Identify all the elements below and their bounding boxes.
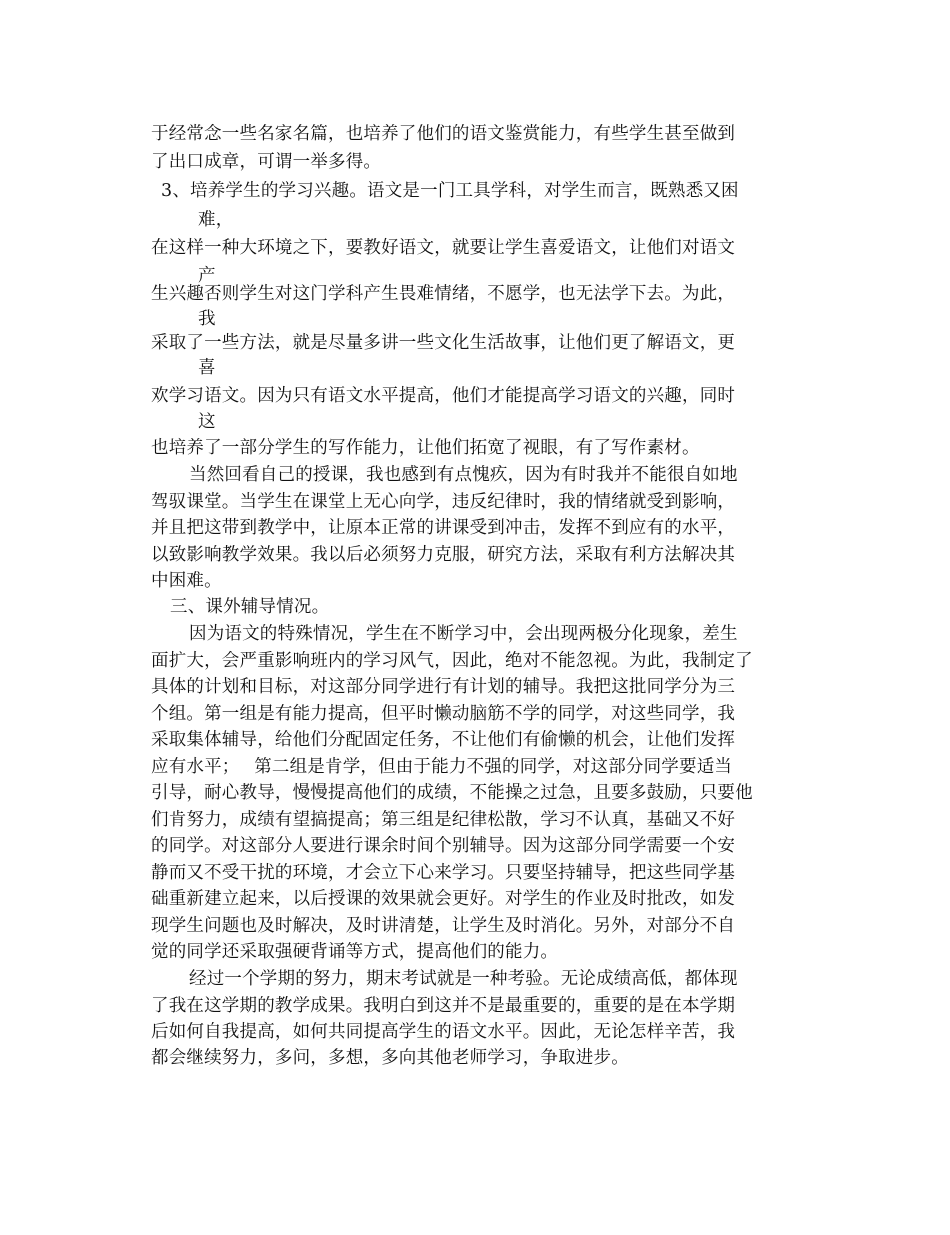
text-line: 采取了一些方法，就是尽量多讲一些文化生活故事，让他们更了解语文，更 <box>151 333 736 353</box>
text-line: 具体的计划和目标，对这部分同学进行有计划的辅导。我把这批同学分为三 <box>151 677 736 697</box>
text-line: 经过一个学期的努力，期末考试就是一种考验。无论成绩高低，都体现 <box>189 969 738 989</box>
text-line: 以致影响教学效果。我以后必须努力克服，研究方法，采取有利方法解决其 <box>151 545 736 565</box>
section-heading: 三、课外辅导情况。 <box>170 597 330 617</box>
text-line: 础重新建立起来，以后授课的效果就会更好。对学生的作业及时批改，如发 <box>151 889 736 909</box>
text-line: 后如何自我提高，如何共同提高学生的语文水平。因此，无论怎样辛苦，我 <box>151 1022 736 1042</box>
text-line: 面扩大，会严重影响班内的学习风气，因此，绝对不能忽视。为此，我制定了 <box>151 651 753 671</box>
text-line: 因为语文的特殊情况，学生在不断学习中，会出现两极分化现象，差生 <box>189 624 738 644</box>
text-line: 于经常念一些名家名篇，也培养了他们的语文鉴赏能力，有些学生甚至做到 <box>151 124 736 144</box>
text-line: 觉的同学还采取强硬背诵等方式，提高他们的能力。 <box>151 942 559 962</box>
text-line: 了出口成章，可谓一举多得。 <box>151 152 382 172</box>
text-line: 也培养了一部分学生的写作能力，让他们拓宽了视眼，有了写作素材。 <box>151 438 700 458</box>
text-line: 采取集体辅导，给他们分配固定任务，不让他们有偷懒的机会，让他们发挥 <box>151 730 736 750</box>
text-line: 们肯努力，成绩有望搞提高；第三组是纪律松散，学习不认真，基础又不好 <box>151 810 736 830</box>
text-line: 静而又不受干扰的环境，才会立下心来学习。只要坚持辅导，把这些同学基 <box>151 863 736 883</box>
text-line: 产 <box>198 266 216 286</box>
text-line: 了我在这学期的教学成果。我明白到这并不是最重要的，重要的是在本学期 <box>151 996 736 1016</box>
text-line: 难， <box>198 210 234 230</box>
text-line: 中困难。 <box>151 571 222 591</box>
text-line: 并且把这带到教学中，让原本正常的讲课受到冲击，发挥不到应有的水平， <box>151 518 736 538</box>
text-line: 欢学习语文。因为只有语文水平提高，他们才能提高学习语文的兴趣，同时 <box>151 386 736 406</box>
text-line: 喜 <box>198 358 216 378</box>
text-line: 在这样一种大环境之下，要教好语文，就要让学生喜爱语文，让他们对语文 <box>151 238 736 258</box>
text-line: 的同学。对这部分人要进行课余时间个别辅导。因为这部分同学需要一个安 <box>151 836 736 856</box>
text-line: 生兴趣否则学生对这门学科产生畏难情绪，不愿学，也无法学下去。为此， <box>151 284 736 304</box>
text-line: 都会继续努力，多问，多想，多向其他老师学习，争取进步。 <box>151 1048 629 1068</box>
text-line: 3、培养学生的学习兴趣。语文是一门工具学科，对学生而言，既熟悉又困 <box>161 181 739 201</box>
text-line: 现学生问题也及时解决，及时讲清楚，让学生及时消化。另外，对部分不自 <box>151 916 736 936</box>
text-line: 引导，耐心教导，慢慢提高他们的成绩，不能操之过急，且要多鼓励，只要他 <box>151 783 753 803</box>
text-line: 应有水平； 第二组是肯学，但由于能力不强的同学，对这部分同学要适当 <box>151 757 733 777</box>
text-line: 驾驭课堂。当学生在课堂上无心向学，违反纪律时，我的情绪就受到影响， <box>151 492 736 512</box>
text-line: 这 <box>198 412 216 432</box>
text-line: 我 <box>198 309 216 329</box>
text-line: 个组。第一组是有能力提高，但平时懒动脑筋不学的同学，对这些同学，我 <box>151 704 736 724</box>
text-line: 当然回看自己的授课，我也感到有点愧疚，因为有时我并不能很自如地 <box>189 465 738 485</box>
